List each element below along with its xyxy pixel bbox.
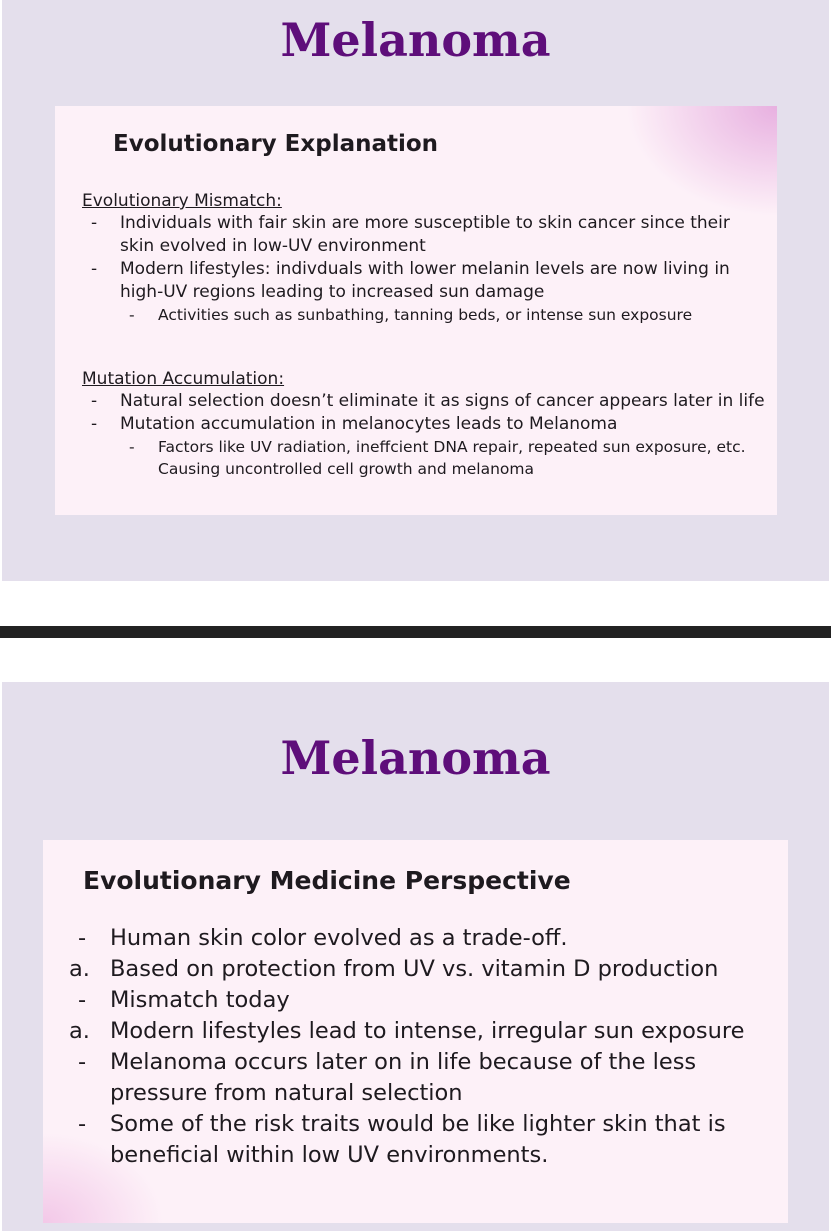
bullet-text: Natural selection doesn’t eliminate it as signs of cancer appears later in life (120, 391, 765, 411)
perspective-list (65, 923, 778, 1171)
slide-1-title: Melanoma (280, 13, 551, 67)
list-marker: a. (69, 1018, 90, 1044)
list-marker: - (78, 1049, 87, 1075)
card-heading: Evolutionary Explanation (113, 131, 439, 157)
bullet-marker: - (91, 213, 98, 233)
bullet-marker: - (129, 438, 135, 456)
card-heading: Evolutionary Medicine Perspective (83, 866, 571, 895)
list-text: Some of the risk traits would be like lighter skin that is beneficial within low UV environments. (110, 1111, 726, 1168)
list-text: Mismatch today (110, 987, 290, 1013)
bullet-item (82, 390, 767, 413)
section-label: Mutation Accumulation: (82, 369, 285, 389)
sub-bullet-item (82, 436, 767, 480)
slide-2 (2, 682, 829, 1231)
list-marker: - (78, 1111, 87, 1137)
bullet-text: Modern lifestyles: indivduals with lower melanin levels are now living in high-UV regions leading to increased sun damage (120, 259, 730, 302)
bullet-marker: - (129, 306, 135, 324)
list-text: Human skin color evolved as a trade-off. (110, 925, 568, 951)
section-evolutionary-mismatch (82, 190, 767, 326)
bullet-item (82, 413, 767, 436)
list-item (65, 1016, 778, 1047)
bullet-item (82, 212, 767, 258)
slide-separator (0, 626, 831, 638)
list-item (65, 923, 778, 954)
slide-2-title: Melanoma (280, 731, 551, 785)
list-item (65, 985, 778, 1016)
bullet-marker: - (91, 391, 98, 411)
list-item (65, 1047, 778, 1109)
list-item (65, 954, 778, 985)
list-marker: - (78, 925, 87, 951)
list-item (65, 1109, 778, 1171)
bullet-marker: - (91, 259, 98, 279)
content-card (43, 840, 788, 1223)
sub-bullet-text: Factors like UV radiation, ineffcient DNA repair, repeated sun exposure, etc. Causing uncontrolled cell growth and melanoma (158, 438, 746, 478)
list-marker: a. (69, 956, 90, 982)
list-text: Modern lifestyles lead to intense, irregular sun exposure (110, 1018, 745, 1044)
section-mutation-accumulation (82, 368, 767, 480)
bullet-item (82, 258, 767, 304)
section-label: Evolutionary Mismatch: (82, 191, 282, 211)
bullet-text: Individuals with fair skin are more susceptible to skin cancer since their skin evolved in low-UV environment (120, 213, 730, 256)
bullet-list (82, 390, 767, 480)
bullet-list (82, 212, 767, 326)
bullet-marker: - (91, 414, 98, 434)
slide-1 (2, 0, 829, 581)
content-card (55, 106, 777, 515)
list-text: Based on protection from UV vs. vitamin D production (110, 956, 719, 982)
sub-bullet-item (82, 304, 767, 326)
sub-bullet-text: Activities such as sunbathing, tanning beds, or intense sun exposure (158, 306, 693, 324)
list-text: Melanoma occurs later on in life because of the less pressure from natural selection (110, 1049, 697, 1106)
list-marker: - (78, 987, 87, 1013)
bullet-text: Mutation accumulation in melanocytes leads to Melanoma (120, 414, 618, 434)
